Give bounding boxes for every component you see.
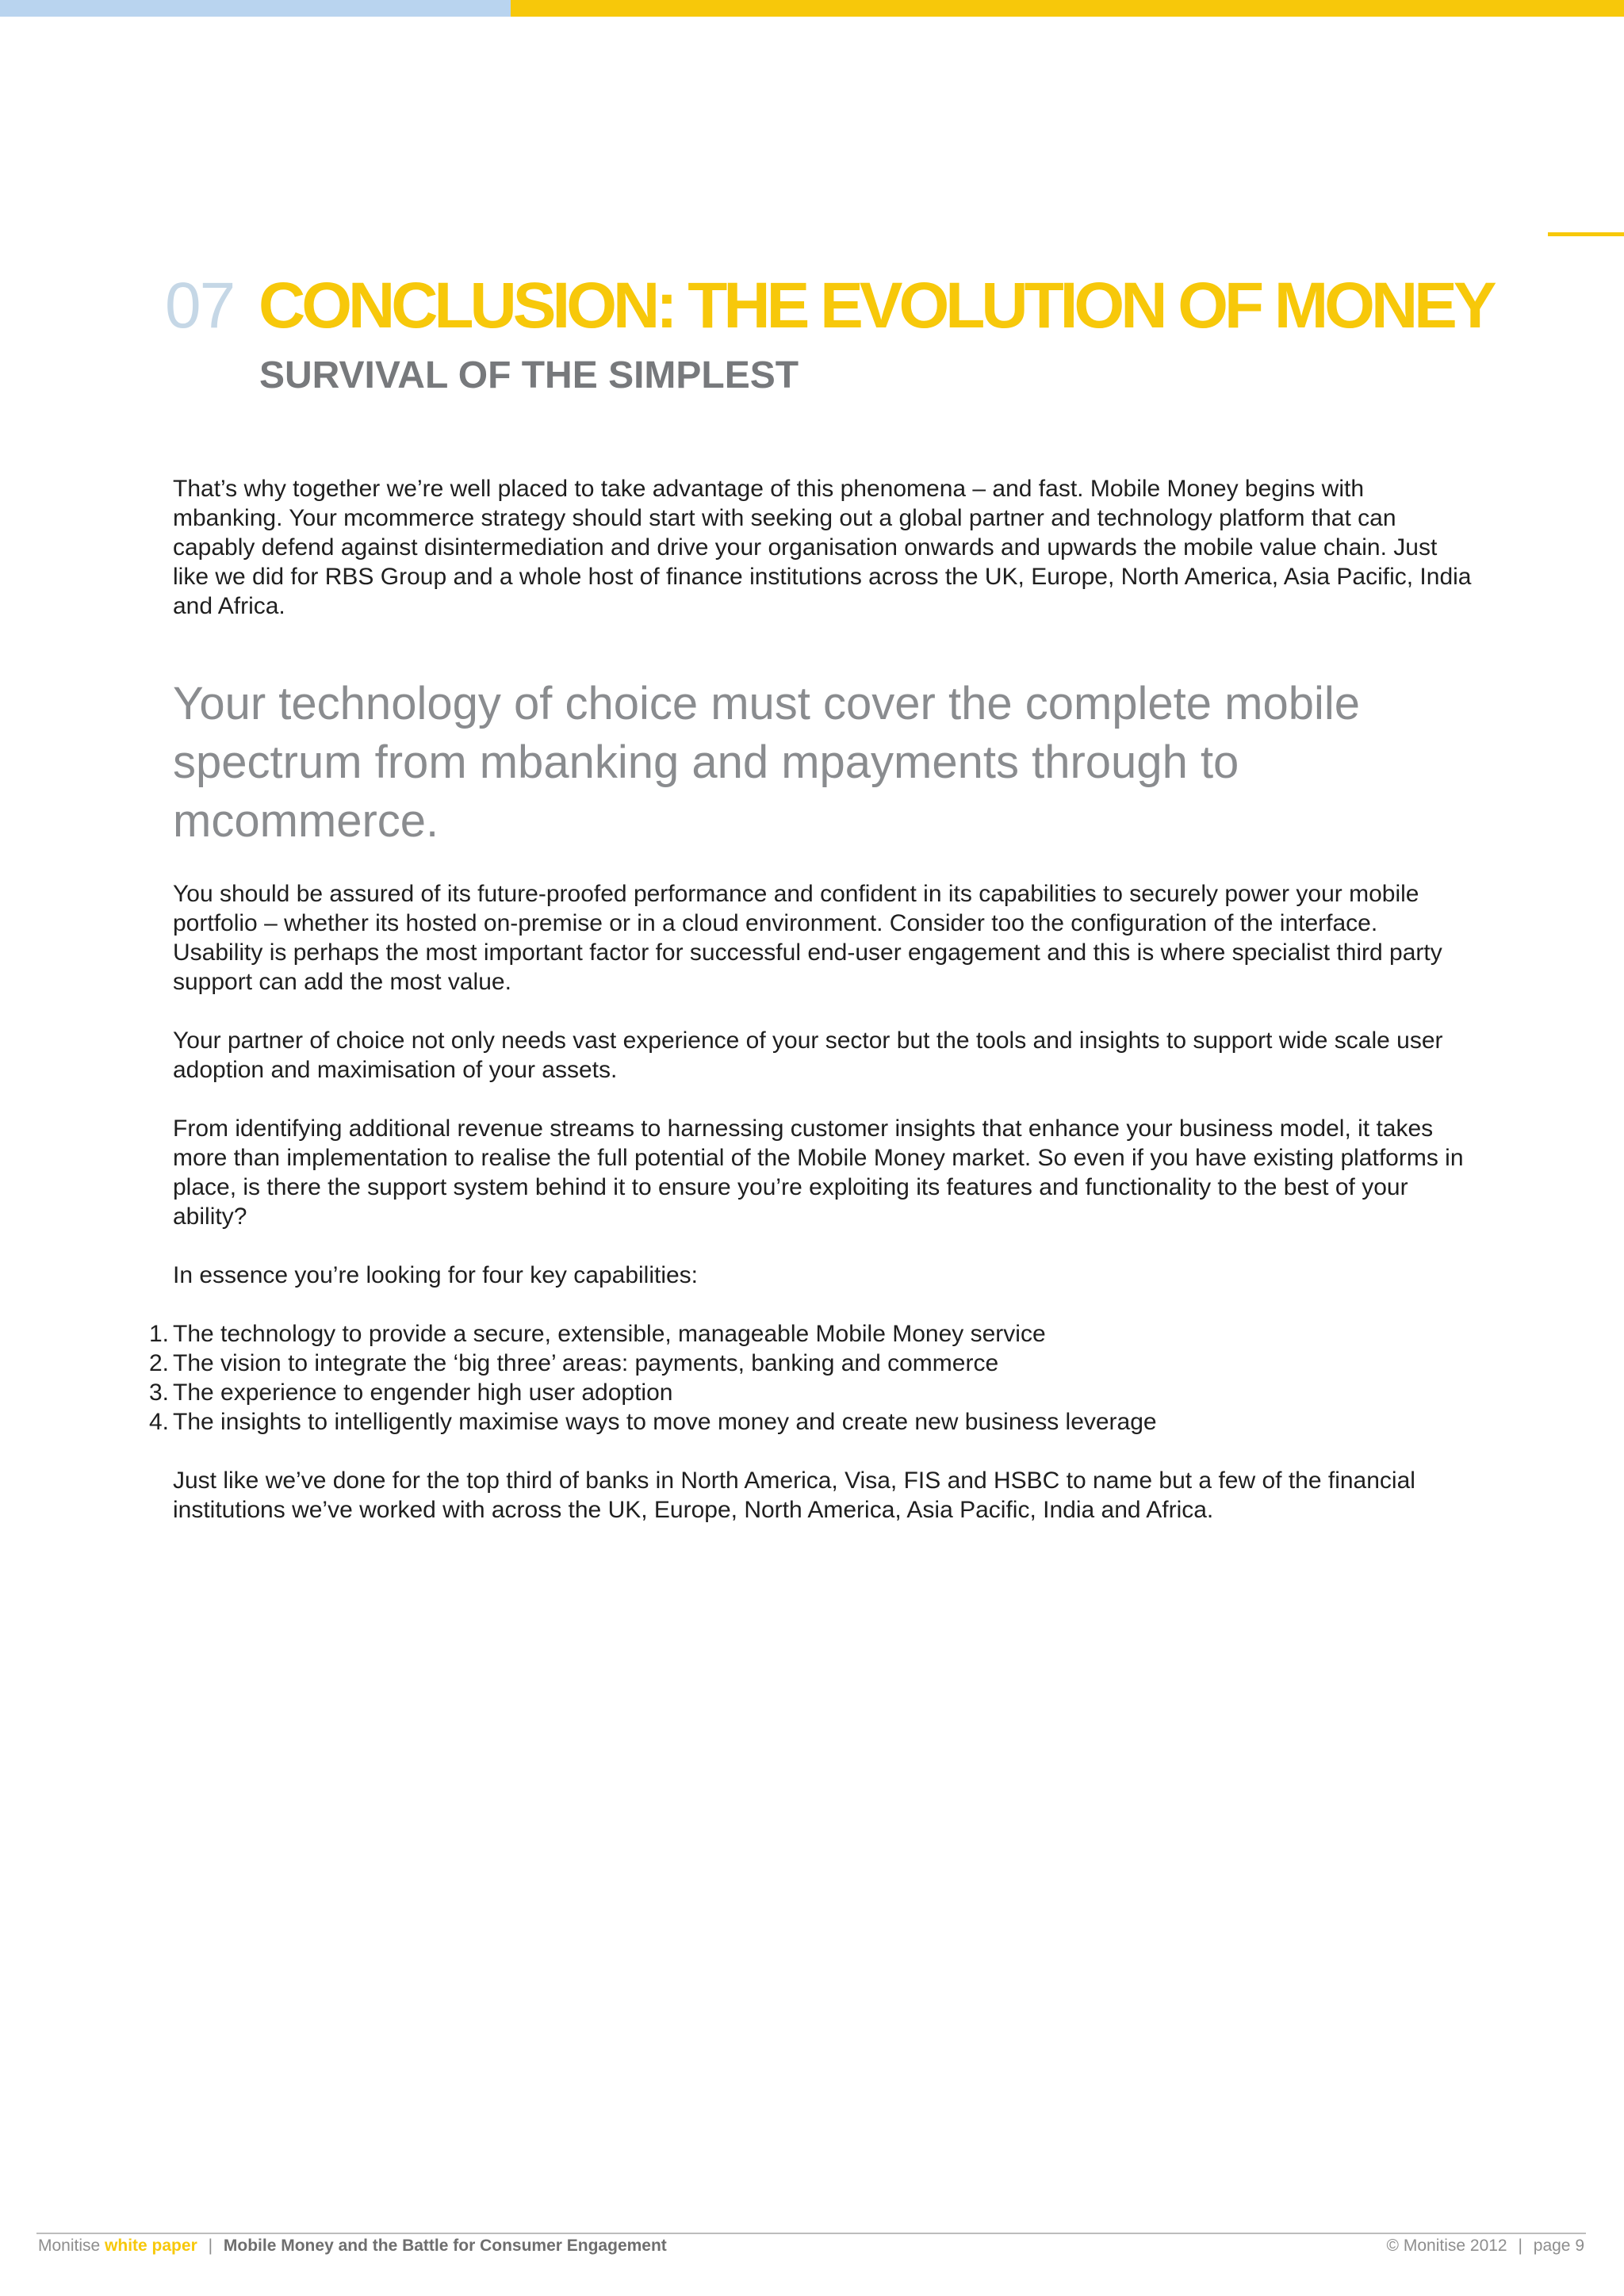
footer-left (38, 2236, 667, 2256)
list-number: 4. (149, 1409, 170, 1435)
section-number: 07 (165, 270, 235, 342)
footer-doc-title: Mobile Money and the Battle for Consumer Engagement (223, 2237, 667, 2255)
list-item (149, 1319, 1473, 1349)
paragraph-closing: Just like we’ve done for the top third of banks in North America, Visa, FIS and HSBC to name but a few of the financial institutions we’ve worked with across the UK, Europe, North America, Asia Pacific, India and Africa. (173, 1468, 1415, 1523)
list-item (149, 1407, 1473, 1437)
footer-separator: | (1518, 2237, 1522, 2255)
list-text: The technology to provide a secure, extensible, manageable Mobile Money service (173, 1321, 1046, 1347)
footer-divider (36, 2233, 1586, 2234)
list-text: The insights to intelligently maximise ways to move money and create new business leverage (173, 1409, 1157, 1435)
footer-brand: Monitise (38, 2237, 101, 2255)
footer-copyright: © Monitise 2012 (1386, 2237, 1507, 2255)
list-text: The vision to integrate the ‘big three’ areas: payments, banking and commerce (173, 1350, 999, 1376)
paragraph-intro: That’s why together we’re well placed to take advantage of this phenomena – and fast. Mobile Money begins with mbanking. Your mcommerce strategy should start with seeking out a global partner and technology platform that can capably defend against disintermediation and drive your organisation onwards and upwards the mobile value chain. Just like we did for RBS Group and a whole host of finance institutions across the UK, Europe, North America, Asia Pacific, India and Africa. (173, 476, 1472, 619)
page-subtitle: SURVIVAL OF THE SIMPLEST (259, 354, 799, 396)
capabilities-list (149, 1319, 1473, 1437)
side-accent-line (1548, 232, 1624, 236)
paragraph-partner: Your partner of choice not only needs vast experience of your sector but the tools and insights to support wide scale user adoption and maximisation of your assets. (173, 1027, 1443, 1083)
list-number: 1. (149, 1321, 170, 1347)
main-content (149, 474, 1473, 1525)
list-number: 2. (149, 1350, 170, 1376)
list-item (149, 1349, 1473, 1378)
footer-right (1387, 2236, 1584, 2256)
footer-separator: | (208, 2237, 213, 2255)
list-number: 3. (149, 1380, 170, 1406)
top-bar-yellow (511, 0, 1624, 17)
paragraph-assurance: You should be assured of its future-proofed performance and confident in its capabilities to securely power your mobile portfolio – whether its hosted on-premise or in a cloud environment. Consider too the configuration of the interface. Usability is perhaps the most important factor for successful end-user engagement and this is where specialist third party support can add the most value. (173, 881, 1442, 995)
list-item (149, 1378, 1473, 1407)
top-bar-blue (0, 0, 511, 17)
paragraph-capabilities-intro: In essence you’re looking for four key capabilities: (173, 1262, 699, 1288)
page-title: CONCLUSION: THE EVOLUTION OF MONEY (259, 270, 1493, 342)
pull-quote: Your technology of choice must cover the complete mobile spectrum from mbanking and mpayments through to mcommerce. (173, 678, 1361, 847)
footer-brand-accent: white paper (105, 2237, 197, 2255)
paragraph-revenue: From identifying additional revenue streams to harnessing customer insights that enhance your business model, it takes more than implementation to realise the full potential of the Mobile Money market. So even if you have existing platforms in place, is there the support system behind it to ensure you’re exploiting its features and functionality to the best of your ability? (173, 1115, 1464, 1230)
page-number: page 9 (1533, 2237, 1584, 2255)
list-text: The experience to engender high user adoption (173, 1380, 673, 1406)
